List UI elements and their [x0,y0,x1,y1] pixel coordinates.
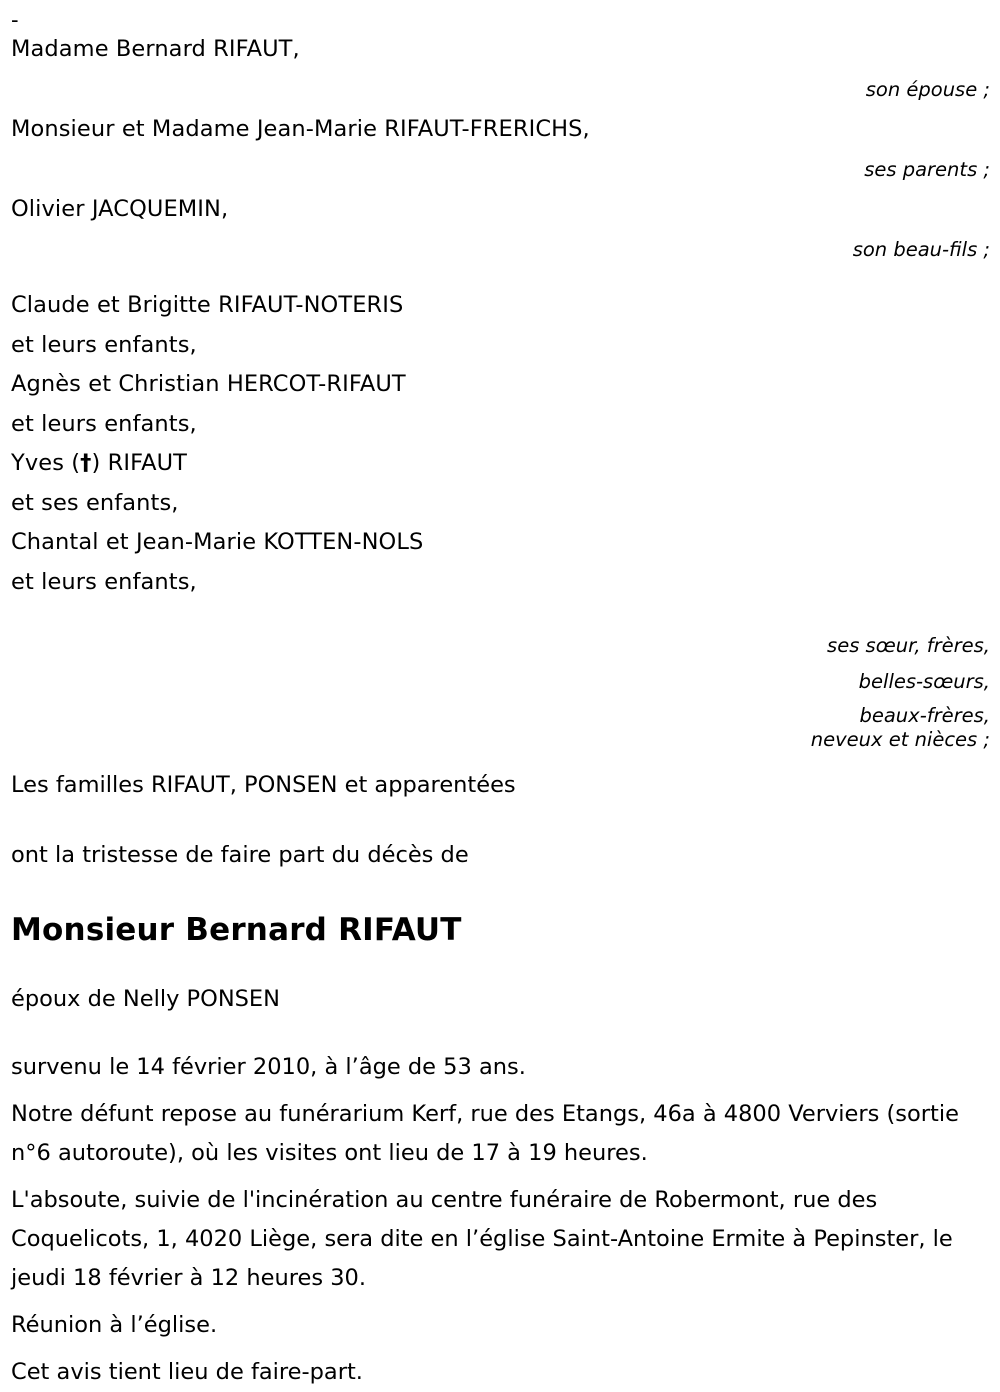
sibling-role-line: beaux-frères, [859,704,990,727]
sibling-role-line: belles-sœurs, [858,670,990,693]
death-date-line: survenu le 14 février 2010, à l’âge de 53 ans. [11,1054,526,1080]
sibling-role-line: neveux et nièces ; [810,728,990,751]
spacer [11,602,990,632]
spouse-of-line: époux de Nelly PONSEN [11,986,280,1012]
spacer [11,950,990,984]
spacer [11,696,990,704]
relative-name: Monsieur et Madame Jean-Marie RIFAUT-FRERICHS, [11,116,590,142]
spacer [11,1298,990,1306]
relative-role: son épouse ; [865,78,990,101]
spacer [11,800,990,840]
sibling-line: Agnès et Christian HERCOT-RIFAUT [11,371,406,397]
notice-content [11,0,990,1392]
sibling-line: et leurs enfants, [11,568,197,595]
spacer [11,224,990,236]
siblings-list [11,286,990,602]
spacer [11,1345,990,1353]
spacer [11,660,990,668]
spacer [11,104,990,114]
spacer [11,870,990,910]
sibling-line: et leurs enfants, [11,331,197,358]
ceremony-paragraph: L'absoute, suivie de l'incinération au centre funéraire de Robermont, rue des Coquelicots, 1, 4020 Liège, sera dite en l’église Saint-Antoine Ermite à Pepinster, le jeudi 18 février à 12 heures 30. [11,1187,953,1291]
spacer [11,1173,990,1181]
dagger-icon: † [80,450,92,476]
funeral-home-paragraph: Notre défunt repose au funérarium Kerf, rue des Etangs, 46a à 4800 Verviers (sortie n°6 autoroute), où les visites ont lieu de 17 à 19 heures. [11,1101,959,1166]
spacer [11,1014,990,1048]
top-dash-marker: - [11,8,19,32]
sibling-roles-block [11,632,990,752]
relative-entry-parents [11,114,990,184]
relative-name: Madame Bernard RIFAUT, [11,36,300,62]
families-line: Les familles RIFAUT, PONSEN et apparentées [11,772,516,798]
spacer [11,264,990,286]
sibling-line-deceased-brother: Yves (†) RIFAUT [11,450,187,476]
relative-entry-spouse [11,34,990,104]
relative-role: ses parents ; [864,158,990,181]
gathering-line: Réunion à l’église. [11,1312,218,1338]
spacer [11,1087,990,1095]
relative-name: Olivier JACQUEMIN, [11,196,229,222]
spacer [11,184,990,194]
sibling-line: et leurs enfants, [11,410,197,437]
sibling-line: Chantal et Jean-Marie KOTTEN-NOLS [11,529,424,555]
sibling-line: et ses enfants, [11,489,179,516]
notice-disclaimer-line: Cet avis tient lieu de faire-part. [11,1359,363,1385]
deceased-name: Monsieur Bernard RIFAUT [11,912,462,948]
spacer [11,752,990,770]
announcement-lead: ont la tristesse de faire part du décès de [11,842,469,868]
relative-entry-stepson [11,194,990,264]
spacer [11,64,990,76]
sibling-role-line: ses sœur, frères, [827,634,990,657]
relative-role: son beau-fils ; [852,238,990,261]
sibling-line: Claude et Brigitte RIFAUT-NOTERIS [11,292,404,318]
spacer [11,144,990,156]
